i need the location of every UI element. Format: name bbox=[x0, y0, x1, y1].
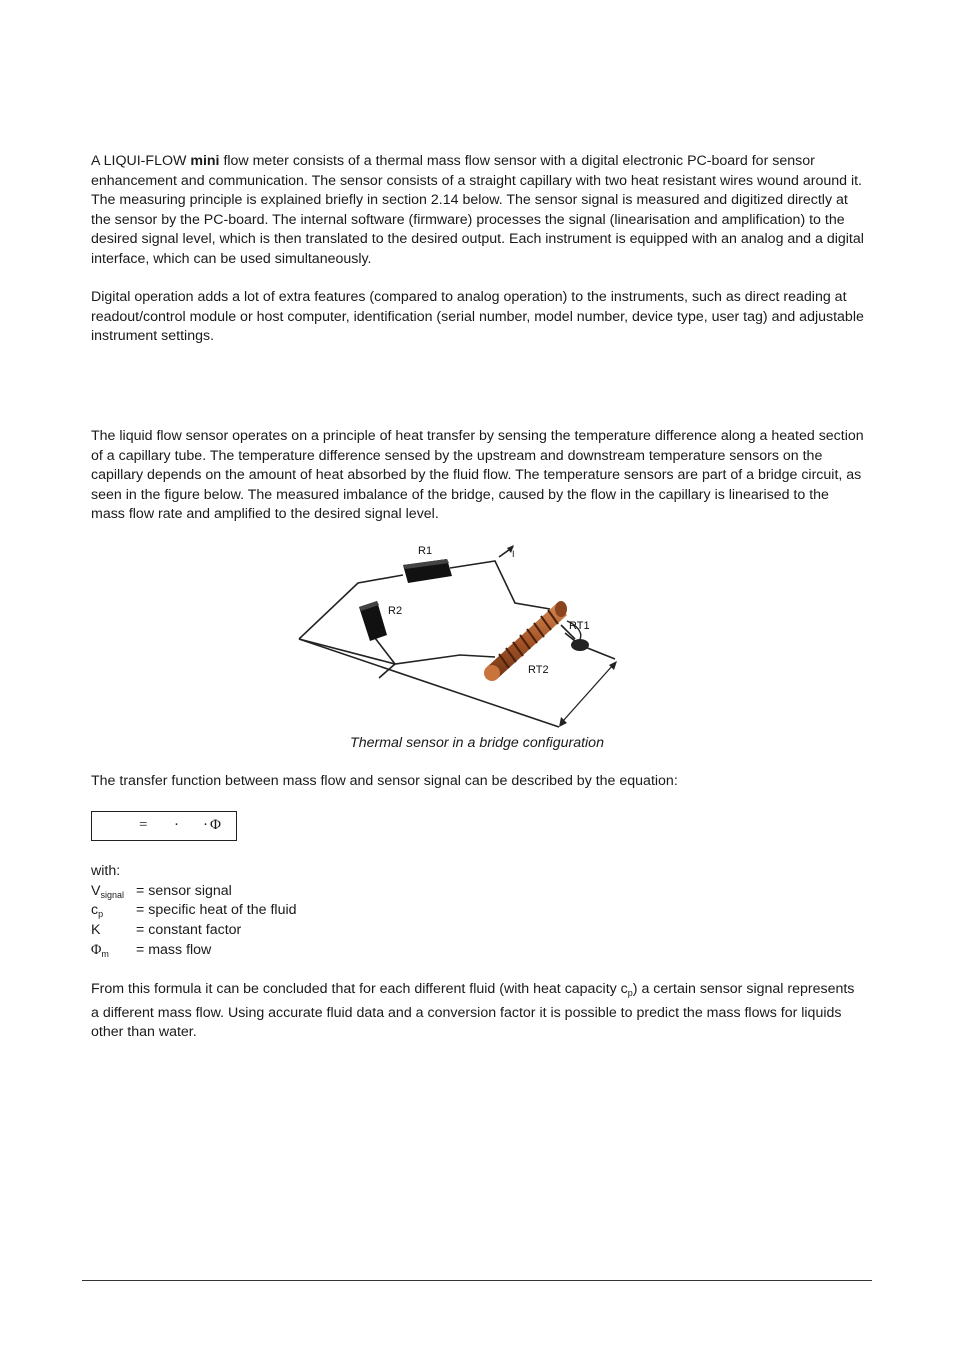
equation-dot-2: · bbox=[203, 817, 208, 833]
digital-operation-paragraph: Digital operation adds a lot of extra features (compared to analog operation) to the instruments, such as direct reading at readout/control module or host computer, identification (serial number, model number, device type, user tag) and adjustable instrument settings. bbox=[91, 289, 864, 344]
label-rt1: RT1 bbox=[569, 620, 590, 632]
definition-row bbox=[91, 882, 691, 901]
definition-description: = constant factor bbox=[136, 922, 242, 938]
figure-caption: Thermal sensor in a bridge configuration bbox=[350, 735, 604, 751]
intro-bold-mini: mini bbox=[190, 153, 220, 169]
definition-description: = specific heat of the fluid bbox=[136, 902, 297, 918]
definition-description: = mass flow bbox=[136, 942, 212, 958]
definition-subscript: m bbox=[101, 949, 109, 959]
definition-symbol: c bbox=[91, 902, 99, 918]
bridge-circuit-figure bbox=[295, 537, 625, 735]
label-current: I bbox=[512, 549, 515, 559]
conclusion-part-a: From this formula it can be concluded that for each different fluid (with heat capacity c bbox=[91, 981, 628, 997]
intro-rest: flow meter consists of a thermal mass flow sensor with a digital electronic PC-board for sensor enhancement and communication. The sensor consists of a straight capillary with two heat resistant wires wound around it. The measuring principle is explained briefly in section 2.14 below. The sensor signal is measured and digitized directly at the sensor by the PC-board. The internal software (firmware) processes the signal (linearisation and amplification) to the desired signal level, which is then translated to the desired output. Each instrument is equipped with an analog and a digital interface, which can be used simultaneously. bbox=[91, 153, 864, 267]
sensor-principle-paragraph: The liquid flow sensor operates on a principle of heat transfer by sensing the temperature difference along a heated section of a capillary tube. The temperature difference sensed by the upstream and downstream temperature sensors on the capillary depends on the amount of heat absorbed by the fluid flow. The temperature sensors are part of a bridge circuit, as seen in the figure below. The measured imbalance of the bridge, caused by the flow in the capillary is linearised to the mass flow rate and amplified to the desired signal level. bbox=[91, 428, 864, 522]
resistor-r2 bbox=[359, 601, 387, 641]
equation-dot-1: · bbox=[174, 817, 179, 833]
label-rt2: RT2 bbox=[528, 664, 549, 676]
definition-row bbox=[91, 921, 691, 940]
equation-phi: Φ bbox=[210, 817, 221, 833]
resistor-r1 bbox=[403, 559, 452, 583]
sensor-coil bbox=[484, 601, 567, 681]
definition-description: = sensor signal bbox=[136, 883, 232, 899]
definition-symbol: K bbox=[91, 922, 101, 938]
conclusion-part-b: ) a certain sensor signal represents a different mass flow. Using accurate fluid data and a conversion factor it is possible to predict the mass flows for liquids other than water. bbox=[91, 981, 855, 1040]
bridge-wires bbox=[299, 547, 615, 727]
with-label: with: bbox=[91, 863, 121, 879]
label-r1: R1 bbox=[418, 545, 433, 557]
definition-subscript: signal bbox=[100, 890, 124, 900]
conclusion-paragraph bbox=[91, 980, 866, 1043]
equation-intro: The transfer function between mass flow and sensor signal can be described by the equation: bbox=[91, 773, 678, 789]
rt1-sensor-bead bbox=[571, 639, 589, 651]
intro-prefix: A LIQUI-FLOW bbox=[91, 153, 191, 169]
equation-equals: = bbox=[139, 817, 148, 833]
label-r2: R2 bbox=[388, 605, 403, 617]
definition-row bbox=[91, 901, 691, 920]
definition-row bbox=[91, 941, 691, 960]
footer-divider bbox=[82, 1280, 872, 1281]
intro-paragraph bbox=[91, 152, 866, 269]
definition-subscript: p bbox=[98, 909, 104, 919]
equation-box bbox=[91, 811, 237, 841]
definition-symbol: V bbox=[91, 883, 101, 899]
conclusion-subscript: p bbox=[627, 988, 633, 998]
definition-symbol: Φ bbox=[91, 942, 102, 958]
